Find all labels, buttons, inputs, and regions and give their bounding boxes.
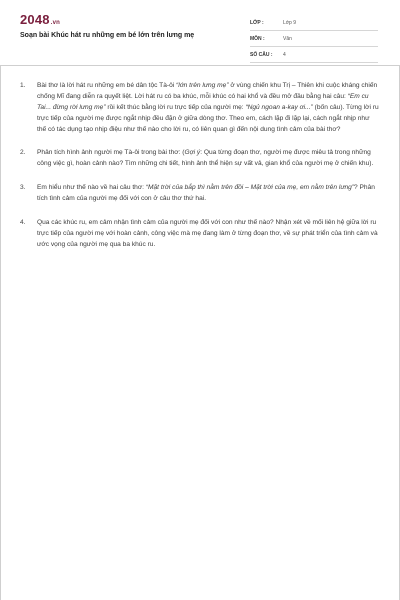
- meta-label-subject: MÔN :: [250, 35, 265, 42]
- question-text-part: Phân tích hình ảnh người mẹ Tà-ôi trong bài thơ: (: [37, 149, 185, 156]
- meta-value-subject: Văn: [283, 35, 292, 42]
- question-text-part: ở vùng chiến khu Trị – Thiên khi cuộc kháng chiến chống Mĩ đang diễn ra quyết liệt. Lời hát ru có ba khúc, mỗi khúc có hai khổ và đều mở đầu bằng hai câu:: [37, 82, 378, 100]
- site-logo[interactable]: [20, 13, 60, 30]
- question-quote: “Ngủ ngoan a-kay ơi...”: [245, 104, 313, 111]
- header-divider: [0, 65, 400, 66]
- question-text: [37, 217, 380, 250]
- question-text-part: Qua các khúc ru, em cảm nhận tình cảm của người mẹ đối với con như thế nào? Nhận xét về mối liên hệ giữa lời ru trực tiếp của người mẹ với hoàn cảnh, công việc mà mẹ đang làm ở từng đoạn thơ, về sự phát triển của tình cảm và ước vọng của người mẹ qua ba khúc ru.: [37, 219, 378, 248]
- meta-table: [250, 15, 378, 63]
- question-text: [37, 182, 380, 204]
- meta-value-class: Lớp 9: [283, 19, 297, 26]
- meta-label-class: LỚP :: [250, 19, 264, 26]
- question-quote: “Em cu Tai... đừng rời lưng mẹ”: [37, 93, 369, 111]
- logo-domain: .vn: [50, 20, 61, 26]
- question-number: 4.: [20, 219, 26, 226]
- page-header: [0, 0, 400, 64]
- question-quote: “Mặt trời của bắp thì nằm trên đồi – Mặt trời của mẹ, em nằm trên lưng”: [145, 184, 355, 191]
- question-text-part: rồi kết thúc bằng lời ru trực tiếp của người mẹ:: [105, 104, 246, 111]
- question-item: [20, 217, 380, 250]
- meta-row-question-count: [250, 47, 378, 63]
- question-number: 2.: [20, 149, 26, 156]
- question-text-part: Em hiểu như thế nào về hai câu thơ:: [37, 184, 146, 191]
- question-text-part: ? Phân tích tình cảm của người mẹ đối với con ở câu thơ thứ hai.: [37, 184, 375, 202]
- meta-label-question-count: SỐ CÂU :: [250, 51, 273, 58]
- question-number: 3.: [20, 184, 26, 191]
- document-title: Soạn bài Khúc hát ru những em bé lớn trên lưng mẹ: [20, 32, 195, 39]
- meta-value-question-count: 4: [283, 51, 286, 58]
- page-border-left: [0, 65, 1, 600]
- question-number: 1.: [20, 82, 26, 89]
- logo-text: 2048: [20, 12, 50, 27]
- question-item: [20, 182, 380, 204]
- question-list: [20, 80, 380, 260]
- question-text-part: : Qua từng đoạn thơ, người mẹ được miêu tả trong những công việc gì, hoàn cảnh nào? Tìm những chi tiết, hình ảnh thể hiện sự vất vả, gian khổ của người mẹ ở chiến khu).: [37, 149, 374, 167]
- meta-row-class: [250, 15, 378, 31]
- question-text-part: Bài thơ là lời hát ru những em bé dân tộc Tà-ôi: [37, 82, 177, 89]
- question-text: [37, 80, 380, 135]
- question-item: [20, 80, 380, 135]
- question-quote: Gợi ý: [184, 149, 201, 156]
- question-item: [20, 147, 380, 169]
- question-text: [37, 147, 380, 169]
- meta-row-subject: [250, 31, 378, 47]
- question-text-part: (bốn câu). Từng lời ru trực tiếp của người mẹ được ngắt nhịp đều đặn ở giữa dòng thơ. Theo em, cách lặp đi lặp lại, cách ngắt nhịp như thế có tác dụng tạo nhịp điệu như thế nào cho lời ru, có liên quan gì đến nội dung tình cảm của bài thơ?: [37, 104, 379, 133]
- question-quote: “lớn trên lưng mẹ”: [176, 82, 229, 89]
